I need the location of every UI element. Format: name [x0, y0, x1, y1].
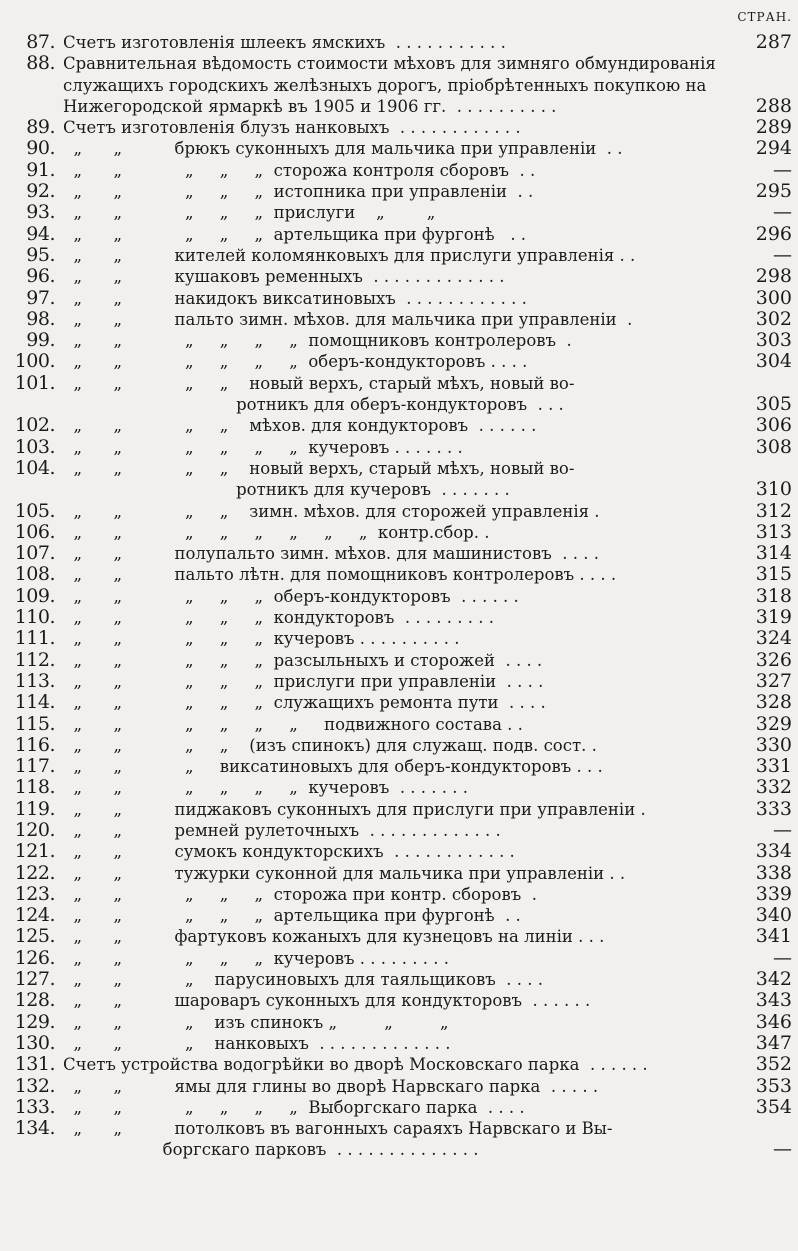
entry-description: „ „ „ „ „ кучеровъ . . . . . . . . . — [63, 948, 449, 968]
toc-entry — [0, 202, 798, 223]
entry-description: „ „ „ „ (изъ спинокъ) для служащ. подв. сост. . — [63, 735, 597, 755]
entry-number: 120. — [14, 818, 55, 841]
entry-number: 115. — [14, 712, 55, 735]
entry-number: 105. — [14, 499, 55, 522]
entry-number: 94. — [26, 222, 55, 245]
entry-page-number: 338 — [755, 861, 792, 884]
toc-entry — [0, 1097, 798, 1118]
entry-description: „ „ фартуковъ кожаныхъ для кузнецовъ на линіи . . . — [63, 927, 605, 947]
entry-description: „ „ „ изъ спинокъ „ „ „ — [63, 1012, 449, 1032]
entry-description: „ „ „ „ „ сторожа контроля сборовъ . . — [63, 160, 536, 180]
entry-number: 113. — [14, 669, 55, 692]
entry-page-number: — — [773, 201, 792, 224]
entry-page-number: 354 — [755, 1095, 792, 1118]
entry-page-number: 294 — [755, 137, 792, 160]
toc-entry — [0, 990, 798, 1011]
entry-page-number: 287 — [755, 31, 792, 53]
entry-description: „ „ „ „ „ „ „ „ контр.сбор. . — [63, 522, 490, 542]
entry-description: „ „ „ „ „ „ подвижного состава . . — [63, 714, 523, 734]
entry-page-number: 314 — [755, 542, 792, 565]
entry-page-number: 328 — [755, 691, 792, 714]
entry-page-number: 332 — [755, 776, 792, 799]
toc-entry — [0, 501, 798, 522]
entry-number: 99. — [26, 329, 55, 352]
entry-description: „ „ тужурки суконной для мальчика при управленіи . . — [63, 863, 626, 883]
toc-entry — [0, 160, 798, 181]
entry-description: „ „ „ „ „ прислуги „ „ — [63, 203, 436, 223]
entry-description: „ „ „ „ „ „ кучеровъ . . . . . . . — [63, 778, 468, 798]
entry-description: „ „ „ „ „ „ Выборгскаго парка . . . . — [63, 1097, 525, 1117]
entry-description: „ „ „ виксатиновыхъ для оберъ-кондукторовъ . . . — [63, 757, 603, 777]
entry-description-line: ротникъ для оберъ-кондукторовъ . . . — [63, 395, 564, 415]
entry-description: „ „ брюкъ суконныхъ для мальчика при управленіи . . — [63, 139, 623, 159]
entry-page-number: 343 — [755, 989, 792, 1012]
entry-number: 104. — [14, 456, 55, 479]
entry-number: 131. — [14, 1053, 55, 1076]
entry-number: 90. — [26, 137, 55, 160]
entry-description: „ „ „ „ „ „ оберъ-кондукторовъ . . . . — [63, 352, 528, 372]
toc-entry — [0, 650, 798, 671]
toc-entry — [0, 437, 798, 458]
entry-number: 110. — [14, 606, 55, 629]
entry-description: „ „ сумокъ кондукторскихъ . . . . . . . . . . . . — [63, 842, 515, 862]
entry-page-number: 312 — [755, 499, 792, 522]
toc-entry — [0, 309, 798, 330]
entry-number: 128. — [14, 989, 55, 1012]
entry-description: „ „ „ „ „ кондукторовъ . . . . . . . . . — [63, 608, 494, 628]
entry-page-number: 333 — [755, 797, 792, 820]
entry-page-number: 346 — [755, 1010, 792, 1033]
toc-entry — [0, 799, 798, 820]
entry-page-number: 306 — [755, 414, 792, 437]
entry-description: „ „ ремней рулеточныхъ . . . . . . . . . . . . . — [63, 820, 501, 840]
entry-description: „ „ „ „ „ „ помощниковъ контролеровъ . — [63, 331, 572, 351]
entry-description: Счетъ изготовленія шлеекъ ямскихъ . . . . . . . . . . . — [63, 33, 506, 52]
entry-page-number: 327 — [755, 669, 792, 692]
entry-page-number: 310 — [755, 478, 792, 501]
entry-description: „ „ „ „ мѣхов. для кондукторовъ . . . . . . — [63, 416, 537, 436]
toc-entry — [0, 841, 798, 862]
entry-page-number: 347 — [755, 1031, 792, 1054]
entry-page-number: 308 — [755, 435, 792, 458]
entry-number: 108. — [14, 563, 55, 586]
entry-number: 107. — [14, 542, 55, 565]
entry-page-number: — — [773, 158, 792, 181]
toc-entry — [0, 32, 798, 53]
entry-description: „ „ полупальто зимн. мѣхов. для машинистовъ . . . . — [63, 544, 599, 564]
entry-description: „ „ „ „ „ истопника при управленіи . . — [63, 182, 534, 202]
entry-number: 127. — [14, 968, 55, 991]
entry-description: „ „ пиджаковъ суконныхъ для прислуги при управленіи . — [63, 799, 646, 819]
entry-description — [55, 53, 732, 117]
entry-description: „ „ „ „ „ прислуги при управленіи . . . . — [63, 671, 544, 691]
entry-description: „ „ кителей коломянковыхъ для прислуги управленія . . — [63, 245, 636, 265]
entry-page-number: — — [773, 818, 792, 841]
entry-description — [55, 1118, 732, 1161]
toc-entry — [0, 586, 798, 607]
entry-description — [55, 373, 732, 416]
toc-entry — [0, 522, 798, 543]
entry-number: 118. — [14, 776, 55, 799]
entry-number: 132. — [14, 1074, 55, 1097]
entry-number: 119. — [14, 797, 55, 820]
entry-page-number: 330 — [755, 733, 792, 756]
entry-page-number: 353 — [755, 1074, 792, 1097]
toc-entry — [0, 692, 798, 713]
entry-number: 92. — [26, 180, 55, 203]
entry-description-line: „ „ „ „ новый верхъ, старый мѣхъ, новый во- — [63, 458, 575, 478]
entry-number: 123. — [14, 882, 55, 905]
entry-page-number: — — [773, 1138, 792, 1161]
entry-page-number: 324 — [755, 627, 792, 650]
entry-page-number: — — [773, 946, 792, 969]
entry-page-number: 334 — [755, 840, 792, 863]
toc-entry — [0, 138, 798, 159]
toc-entry — [0, 373, 798, 416]
entry-number: 126. — [14, 946, 55, 969]
toc-entry — [0, 714, 798, 735]
entry-number: 111. — [14, 627, 55, 650]
entry-number: 106. — [14, 520, 55, 543]
entry-page-number: 319 — [755, 606, 792, 629]
toc-entry — [0, 224, 798, 245]
entry-number: 121. — [14, 840, 55, 863]
entry-page-number: 296 — [755, 222, 792, 245]
toc-entry — [0, 117, 798, 138]
entry-page-number: 318 — [755, 584, 792, 607]
entry-page-number: 315 — [755, 563, 792, 586]
toc-entry — [0, 607, 798, 628]
entry-description: „ „ „ парусиновыхъ для таяльщиковъ . . . . — [63, 970, 543, 990]
entry-number: 89. — [26, 116, 55, 139]
toc-entry — [0, 181, 798, 202]
entry-page-number: 339 — [755, 882, 792, 905]
entry-number: 114. — [14, 691, 55, 714]
entry-number: 122. — [14, 861, 55, 884]
toc-entry — [0, 628, 798, 649]
entry-description: „ „ ямы для глины во дворѣ Нарвскаго парка . . . . . — [63, 1076, 599, 1096]
entry-number: 103. — [14, 435, 55, 458]
entry-page-number: 326 — [755, 648, 792, 671]
entry-number: 116. — [14, 733, 55, 756]
toc-entry — [0, 969, 798, 990]
entry-number: 93. — [26, 201, 55, 224]
entry-description: „ „ кушаковъ ременныхъ . . . . . . . . . . . . . — [63, 267, 505, 287]
entry-description: „ „ „ „ „ артельщика при фургонѣ . . — [63, 906, 521, 926]
entry-description: „ „ „ „ „ „ кучеровъ . . . . . . . — [63, 437, 463, 457]
entry-number: 100. — [14, 350, 55, 373]
entry-number: 134. — [14, 1117, 55, 1140]
toc-entry — [0, 53, 798, 117]
toc-entry — [0, 415, 798, 436]
entry-description: „ „ пальто зимн. мѣхов. для мальчика при управленіи . — [63, 309, 633, 329]
entry-description: „ „ шароваръ суконныхъ для кондукторовъ . . . . . . — [63, 991, 591, 1011]
entry-number: 102. — [14, 414, 55, 437]
entry-description: „ „ „ „ зимн. мѣхов. для сторожей управленія . — [63, 501, 600, 521]
toc-entry — [0, 948, 798, 969]
entry-description-line: Нижегородской ярмаркѣ въ 1905 и 1906 гг. . . . . . . . . . . — [63, 96, 557, 116]
toc-entry — [0, 564, 798, 585]
entry-description: „ „ „ „ „ артельщика при фургонѣ . . — [63, 224, 527, 244]
entry-description: „ „ пальто лѣтн. для помощниковъ контролеровъ . . . . — [63, 565, 617, 585]
entry-number: 95. — [26, 243, 55, 266]
entry-description-line: „ „ потолковъ въ вагонныхъ сараяхъ Нарвскаго и Вы- — [63, 1119, 613, 1139]
entry-description: „ „ „ „ „ разсыльныхъ и сторожей . . . . — [63, 650, 543, 670]
entry-page-number: 342 — [755, 968, 792, 991]
entry-number: 109. — [14, 584, 55, 607]
entry-page-number: 300 — [755, 286, 792, 309]
toc-entry — [0, 884, 798, 905]
entry-number: 112. — [14, 648, 55, 671]
toc-entry — [0, 1012, 798, 1033]
toc-entry — [0, 777, 798, 798]
entry-description — [55, 458, 732, 501]
toc-entry — [0, 671, 798, 692]
entry-description-line: ротникъ для кучеровъ . . . . . . . — [63, 480, 510, 500]
toc-entry — [0, 288, 798, 309]
entry-number: 117. — [14, 755, 55, 778]
toc-entry — [0, 543, 798, 564]
entry-page-number: 341 — [755, 925, 792, 948]
entry-description-line: боргскаго парковъ . . . . . . . . . . . . . . — [63, 1140, 479, 1160]
toc-entry — [0, 756, 798, 777]
toc-entry — [0, 245, 798, 266]
entry-number: 96. — [26, 265, 55, 288]
entry-description-line: Сравнительная вѣдомость стоимости мѣховъ для зимняго обмундированія — [63, 54, 716, 74]
entry-number: 98. — [26, 307, 55, 330]
toc-entry — [0, 1054, 798, 1075]
entry-description: „ „ „ „ „ кучеровъ . . . . . . . . . . — [63, 629, 460, 649]
entry-page-number: 305 — [755, 393, 792, 416]
entry-number: 97. — [26, 286, 55, 309]
table-of-contents — [0, 32, 798, 1161]
toc-entry — [0, 1076, 798, 1097]
toc-entry — [0, 351, 798, 372]
entry-number: 91. — [26, 158, 55, 181]
entry-number: 88. — [26, 52, 55, 75]
toc-entry — [0, 1033, 798, 1054]
entry-description-line: служащихъ городскихъ желѣзныхъ дорогъ, пріобрѣтенныхъ покупкою на — [63, 75, 707, 95]
entry-page-number: 295 — [755, 180, 792, 203]
entry-description: „ „ „ „ „ сторожа при контр. сборовъ . — [63, 884, 537, 904]
entry-description-line: „ „ „ „ новый верхъ, старый мѣхъ, новый во- — [63, 373, 575, 393]
entry-page-number: 298 — [755, 265, 792, 288]
entry-number: 125. — [14, 925, 55, 948]
entry-page-number: 340 — [755, 904, 792, 927]
toc-entry — [0, 330, 798, 351]
entry-page-number: 313 — [755, 520, 792, 543]
entry-description: Счетъ устройства водогрѣйки во дворѣ Московскаго парка . . . . . . — [63, 1055, 648, 1075]
entry-number: 129. — [14, 1010, 55, 1033]
entry-page-number: 304 — [755, 350, 792, 373]
toc-entry — [0, 735, 798, 756]
toc-entry — [0, 1118, 798, 1161]
entry-description: „ „ накидокъ виксатиновыхъ . . . . . . . . . . . . — [63, 288, 527, 308]
toc-entry — [0, 926, 798, 947]
entry-page-number: 289 — [755, 116, 792, 139]
page-column-label: СТРАН. — [737, 10, 792, 24]
entry-page-number: 288 — [755, 94, 792, 117]
entry-page-number: — — [773, 243, 792, 266]
entry-number: 101. — [14, 371, 55, 394]
entry-number: 133. — [14, 1095, 55, 1118]
entry-page-number: 331 — [755, 755, 792, 778]
entry-number: 87. — [26, 31, 55, 53]
toc-entry — [0, 458, 798, 501]
toc-entry — [0, 905, 798, 926]
entry-description: „ „ „ „ „ служащихъ ремонта пути . . . . — [63, 693, 546, 713]
entry-number: 130. — [14, 1031, 55, 1054]
entry-page-number: 352 — [755, 1053, 792, 1076]
toc-entry — [0, 820, 798, 841]
toc-entry — [0, 863, 798, 884]
entry-description: „ „ „ „ „ оберъ-кондукторовъ . . . . . . — [63, 586, 519, 606]
entry-description: „ „ „ нанковыхъ . . . . . . . . . . . . . — [63, 1033, 451, 1053]
toc-entry — [0, 266, 798, 287]
entry-description: Счетъ изготовленія блузъ нанковыхъ . . . . . . . . . . . . — [63, 118, 521, 138]
entry-number: 124. — [14, 904, 55, 927]
entry-page-number: 302 — [755, 307, 792, 330]
entry-page-number: 303 — [755, 329, 792, 352]
entry-page-number: 329 — [755, 712, 792, 735]
